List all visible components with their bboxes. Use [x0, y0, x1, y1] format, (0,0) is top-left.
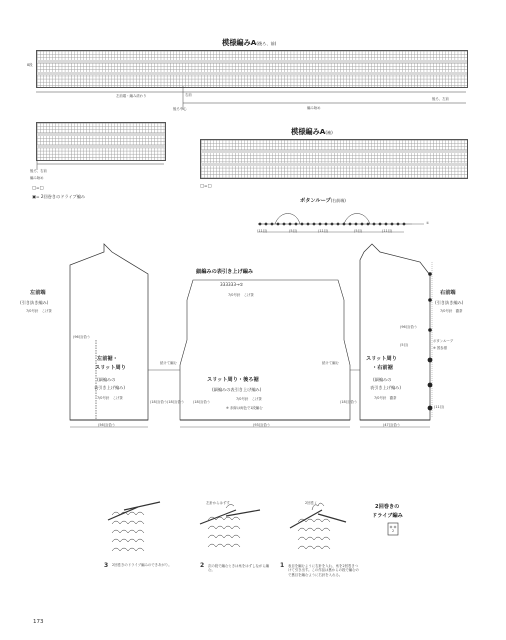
back-right-note: 続けて編む — [322, 361, 339, 365]
step2-number: 2 — [200, 562, 205, 569]
page-number: 173 — [33, 619, 44, 625]
left-fold-label: 左前端・編み終わり — [116, 94, 147, 98]
left-panel-title-2: スリット周り — [95, 365, 126, 371]
right-panel-side-count: (96目)拾う — [400, 325, 418, 329]
pattern-a-title: 模様編みA(後ろ、前) — [222, 38, 277, 47]
back-center-label: 後ろ中心 — [173, 107, 187, 111]
loop-seg-5: (11目) — [382, 229, 393, 233]
right-panel-title-2: ・右前裾 — [372, 365, 393, 371]
left-panel-sub-2: 表引き上げ編み) — [94, 385, 125, 390]
step3-number: 3 — [104, 562, 109, 569]
button-loop-title: ボタンループ(右前端) — [300, 198, 346, 204]
back-panel-needle: 7/0号針 こげ茶 — [236, 397, 262, 401]
right-front-edge-sub: (引き抜き編み) — [435, 300, 464, 305]
right-edge-count: (11目) — [434, 405, 445, 409]
step1-text: 表目を編むように右針を入れ、糸を2回巻きつけて引き出す。この作品は裏からの段で編むので裏目を編むように右針を入れる。 — [288, 564, 359, 577]
start-label: 編み始め — [307, 106, 321, 110]
left-slit-count-1: (18目)拾う — [150, 400, 168, 404]
legend-item-1: □=□ — [32, 185, 44, 190]
left-panel-side-count: (96目)拾う — [73, 335, 91, 339]
back-panel-sub: (細編みの表引き上げ編み) — [212, 387, 262, 392]
row-count-label: 8段 — [27, 63, 33, 67]
right-loop-count: (5目) — [400, 343, 409, 347]
loop-seg-3: (11目) — [318, 229, 329, 233]
left-panel-sub-1: (細編みの — [97, 377, 116, 382]
left-front-edge-title: 左前端 — [30, 290, 46, 296]
right-panel-needle: 7/0号針 濃茶 — [374, 396, 397, 400]
step2-arrow: 左針からはずす — [206, 501, 230, 505]
legend-item-2: ▣= 2回巻きのドライブ編み — [32, 194, 86, 199]
symbol-box-label: 2 — [392, 529, 395, 533]
symbol-box-title-2: ドライブ編み — [372, 513, 403, 519]
back-left-label: 後ろ、左前 — [432, 97, 449, 101]
back-panel-bottom-count: (93目)拾う — [253, 423, 271, 427]
back-left-note: 続けて編む — [160, 361, 177, 365]
bind-off-top-sample: 333333→① — [220, 282, 244, 287]
bind-off-top-title: 細編みの表引き上げ編み — [196, 269, 254, 275]
right-loop-ref: ※ 図参照 — [433, 346, 448, 350]
bind-off-top-needle: 7/0号針 こげ茶 — [228, 293, 254, 297]
back-right-slit: (18目)拾う — [340, 400, 358, 404]
loop-seg-4: (5目) — [354, 229, 363, 233]
back-left-slit: (18目)拾う — [193, 400, 211, 404]
left-chart-label-1: 後ろ、右前 — [30, 169, 47, 173]
right-panel-sub-2: 表引き上げ編み) — [370, 385, 401, 390]
right-loop-label: ボタンループ — [433, 339, 454, 343]
back-panel-note: ※ 赤線は両色で1段編む — [226, 406, 263, 410]
loop-seg-1: (11目) — [257, 229, 268, 233]
right-panel-title-1: スリット周り — [366, 356, 397, 362]
left-front-edge-sub: (引き抜き編み) — [20, 300, 49, 305]
back-panel-title: スリット周り・後ろ裾 — [207, 377, 259, 383]
left-panel-needle: 7/0号針 こげ茶 — [97, 396, 123, 400]
right-front-label: 右前 — [185, 93, 192, 97]
left-panel-bottom-count: (56目)拾う — [98, 423, 116, 427]
symbol-box-title-1: 2回巻きの — [375, 504, 400, 510]
step3-text: 2回巻きのドライブ編みのできあがり。 — [112, 563, 172, 567]
right-panel-sub-1: (細編みの — [373, 377, 392, 382]
step1-number: 1 — [280, 562, 285, 569]
sleeve-legend: □=□ — [200, 183, 212, 188]
right-panel-bottom-count: (47目)拾う — [383, 423, 401, 427]
right-front-edge-needle: 7/0号針 濃茶 — [440, 309, 463, 313]
left-front-edge-needle: 7/0号針 こげ茶 — [26, 309, 52, 313]
loop-num: ① — [426, 221, 430, 225]
pattern-a-sleeve-title: 模様編みA(袖) — [291, 127, 333, 136]
left-slit-count-2: (18目)拾う — [167, 400, 185, 404]
left-chart-label-2: 編み始め — [30, 176, 44, 180]
left-panel-title-1: 左前裾・ — [97, 356, 118, 362]
step2-text: 次の段で編むときは糸をはずしながら編む。 — [208, 564, 270, 573]
step1-arrow: 2回巻く — [305, 501, 318, 505]
right-front-edge-title: 右前端 — [440, 290, 456, 296]
loop-seg-2: (5目) — [289, 229, 298, 233]
